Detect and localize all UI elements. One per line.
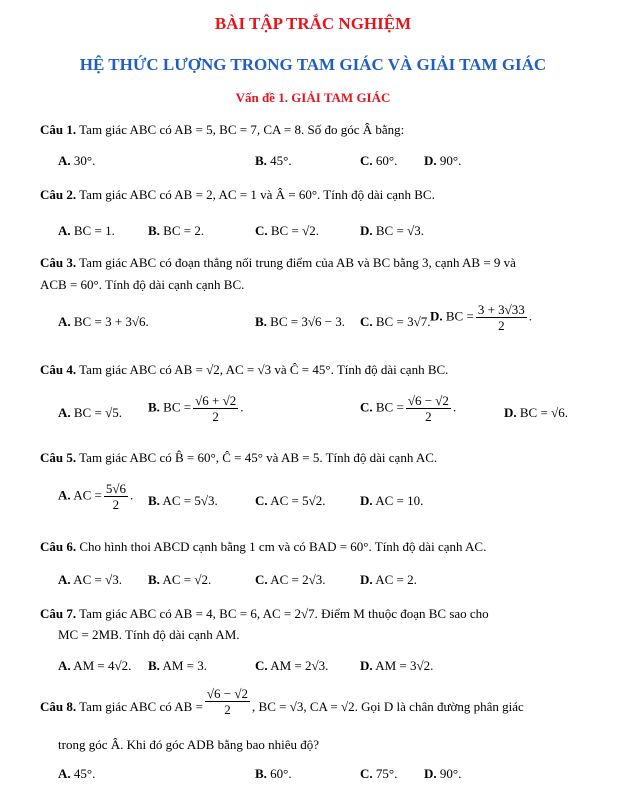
fraction: $\frac{√6 + √2}{2}$ [195, 393, 237, 424]
option-d[interactable]: D. 90°. [424, 153, 462, 168]
question-8-options [58, 766, 618, 786]
question-3-options [58, 302, 618, 334]
question-5-stem [40, 449, 600, 467]
option-b[interactable]: B. BC = $\frac{√6 + √2}{2}$ . [148, 393, 244, 424]
option-b[interactable]: B. 45°. [255, 153, 292, 168]
fraction: $\frac{√6 - √2}{2}$ [206, 685, 249, 717]
option-b[interactable]: B. AM = 3. [148, 658, 207, 673]
question-4-stem [40, 361, 600, 379]
option-d[interactable]: D. BC = $\frac{3 + 3√33}{2}$ . [430, 302, 533, 333]
option-a[interactable]: A. BC = √5. [58, 405, 122, 420]
option-d[interactable]: D. AM = 3√2. [360, 658, 434, 673]
option-c[interactable]: C. BC = $\frac{√6 - √2}{2}$ . [360, 393, 457, 424]
option-c[interactable]: C. AC = 2√3. [255, 572, 326, 587]
option-c[interactable]: C. AM = 2√3. [255, 658, 329, 673]
option-c[interactable]: C. BC = √2. [255, 223, 319, 238]
question-label: Câu 8. [40, 699, 77, 714]
option-c[interactable]: C. 60°. [360, 153, 398, 168]
question-text-continued: trong góc Â. Khi đó góc ADB bằng bao nhiêu độ? [58, 737, 320, 752]
option-d[interactable]: D. BC = √6. [504, 405, 568, 420]
question-7-stem [40, 605, 600, 623]
option-c[interactable]: C. 75°. [360, 766, 398, 781]
option-a[interactable]: A. AM = 4√2. [58, 658, 132, 673]
page-subtitle: HỆ THỨC LƯỢNG TRONG TAM GIÁC VÀ GIẢI TAM GIÁC [79, 55, 547, 74]
question-1-options [58, 153, 618, 173]
question-3-stem [40, 254, 600, 272]
option-d[interactable]: D. AC = 2. [360, 572, 417, 587]
question-text-continued: MC = 2MB. Tính độ dài cạnh AM. [58, 627, 240, 642]
option-a[interactable]: A. AC = √3. [58, 572, 122, 587]
question-text: Tam giác ABC có đoạn thẳng nối trung điểm của AB và BC bằng 3, cạnh AB = 9 và [79, 255, 516, 270]
question-text: Tam giác ABC có AB = 5, BC = 7, CA = 8. Số đo góc Â bằng: [79, 122, 405, 137]
option-a[interactable]: A. BC = 3 + 3√6. [58, 314, 149, 329]
question-6-stem [40, 538, 600, 556]
option-a[interactable]: A. BC = 1. [58, 223, 115, 238]
question-text: Cho hình thoi ABCD cạnh bằng 1 cm và có BAD = 60°. Tính độ dài cạnh AC. [79, 539, 487, 554]
question-8-stem [40, 685, 600, 717]
question-5-options [58, 481, 618, 513]
question-text: Tam giác ABC có AB = 2, AC = 1 và Â = 60°. Tính độ dài cạnh BC. [79, 187, 435, 202]
option-b[interactable]: B. 60°. [255, 766, 292, 781]
question-label: Câu 6. [40, 539, 77, 554]
option-d[interactable]: D. AC = 10. [360, 493, 424, 508]
option-a[interactable]: A. AC = $\frac{5√6}{2}$ . [58, 481, 134, 512]
question-text: Tam giác ABC có AB = √2, AC = √3 và Ĉ = 45°. Tính độ dài cạnh BC. [79, 362, 449, 377]
question-text-continued: ACB = 60°. Tính độ dài cạnh cạnh BC. [40, 277, 245, 292]
option-a[interactable]: A. 45°. [58, 766, 96, 781]
option-d[interactable]: D. BC = √3. [360, 223, 424, 238]
question-label: Câu 4. [40, 362, 77, 377]
section-heading: Vấn đề 1. GIẢI TAM GIÁC [235, 90, 391, 105]
question-4-options [58, 393, 618, 425]
question-7-stem-line2 [58, 626, 600, 644]
option-b[interactable]: B. BC = 3√6 − 3. [255, 314, 346, 329]
option-a[interactable]: A. 30°. [58, 153, 96, 168]
option-b[interactable]: B. BC = 2. [148, 223, 205, 238]
question-text: , BC = √3, CA = √2. Gọi D là chân đường phân giác [252, 699, 524, 714]
question-2-stem [40, 186, 600, 204]
option-b[interactable]: B. AC = √2. [148, 572, 212, 587]
question-2-options [58, 223, 618, 243]
question-1-stem [40, 121, 600, 139]
option-d[interactable]: D. 90°. [424, 766, 462, 781]
question-label: Câu 7. [40, 606, 77, 621]
fraction: $\frac{3 + 3√33}{2}$ [477, 302, 525, 333]
fraction: $\frac{5√6}{2}$ [105, 481, 126, 512]
option-c[interactable]: C. AC = 5√2. [255, 493, 326, 508]
question-text: Tam giác ABC có AB = 4, BC = 6, AC = 2√7. Điểm M thuộc đoạn BC sao cho [79, 606, 489, 621]
question-label: Câu 2. [40, 187, 77, 202]
question-6-options [58, 572, 618, 592]
question-label: Câu 3. [40, 255, 77, 270]
question-3-stem-line2 [40, 276, 600, 294]
question-label: Câu 5. [40, 450, 77, 465]
question-text: Tam giác ABC có AB = [79, 699, 203, 714]
option-c[interactable]: C. BC = 3√7. [360, 314, 431, 329]
question-label: Câu 1. [40, 122, 77, 137]
fraction: $\frac{√6 - √2}{2}$ [407, 393, 449, 424]
question-text: Tam giác ABC có B̂ = 60°, Ĉ = 45° và AB = 5. Tính độ dài cạnh AC. [79, 450, 438, 465]
page-title: BÀI TẬP TRẮC NGHIỆM [214, 14, 412, 33]
option-b[interactable]: B. AC = 5√3. [148, 493, 218, 508]
question-8-stem-line2 [58, 736, 600, 754]
question-7-options [58, 658, 618, 678]
